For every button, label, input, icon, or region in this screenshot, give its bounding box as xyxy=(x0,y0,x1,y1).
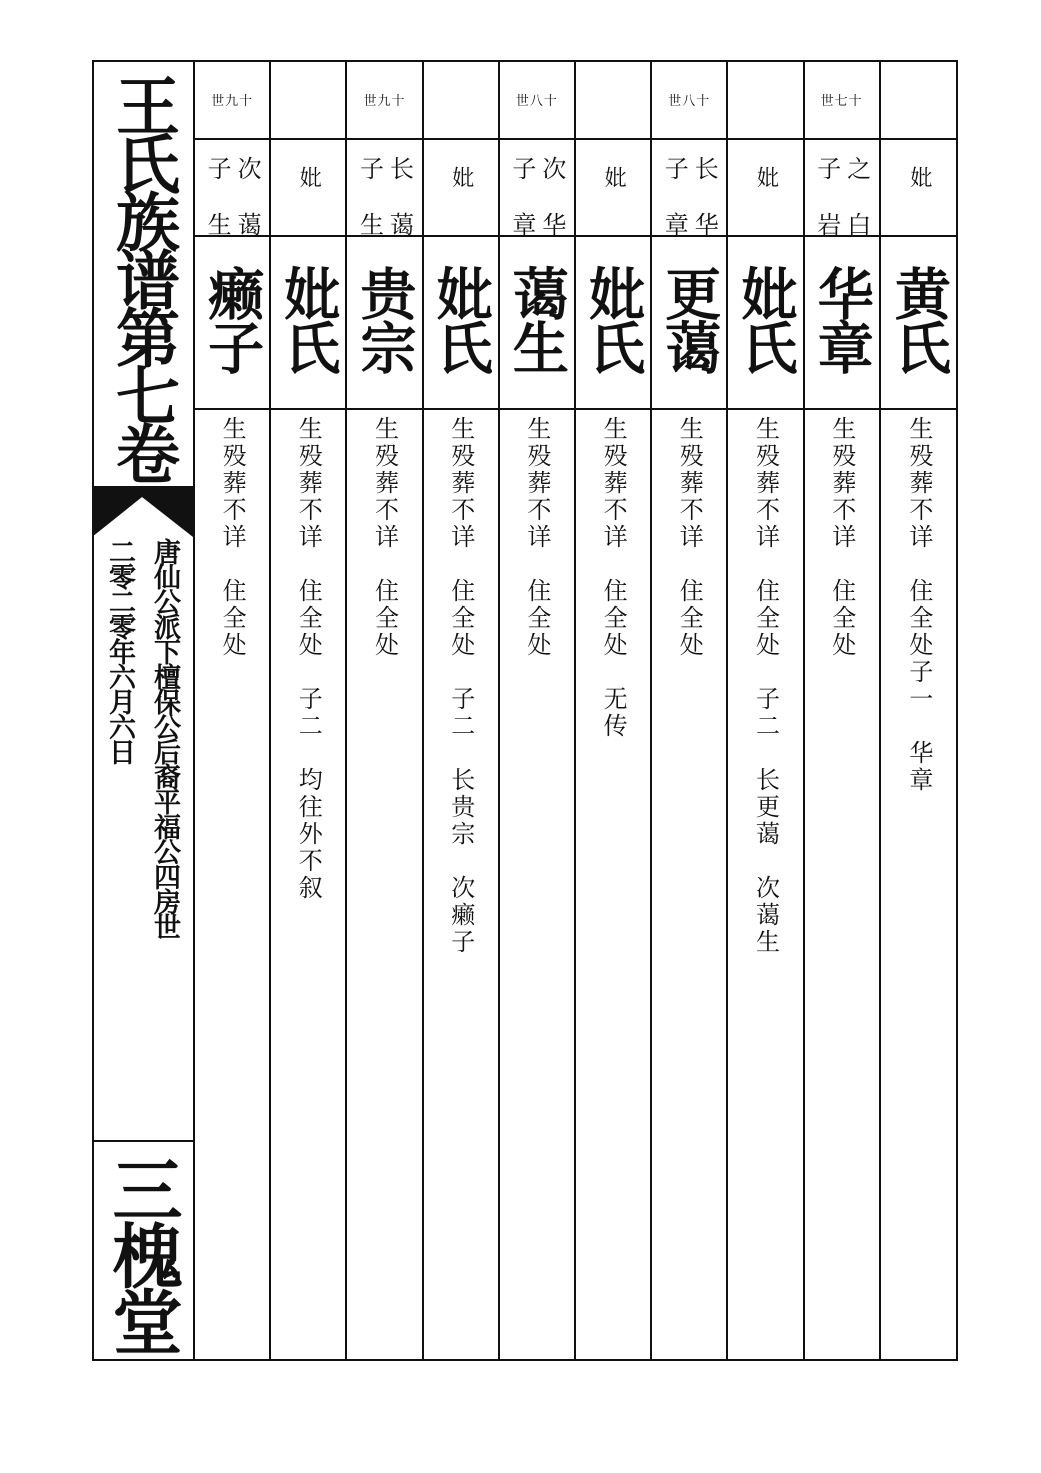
book-title: 王氏族谱第七卷 xyxy=(105,73,180,479)
generation-label xyxy=(576,60,650,140)
generation-label: 世九十 xyxy=(347,60,421,140)
generation-label: 世九十 xyxy=(195,60,269,140)
person-detail-cell xyxy=(728,412,802,1342)
person-name: 黄氏 xyxy=(885,265,952,373)
generation-label xyxy=(424,60,498,140)
person-name: 贵宗 xyxy=(351,265,418,373)
relation-cell xyxy=(347,140,421,237)
person-detail-cell xyxy=(195,412,269,1342)
person-detail: 生殁葬不详 住全处 子二 长更蔼 次蔼生 xyxy=(751,416,780,956)
person-name: 妣氏 xyxy=(580,265,647,373)
person-detail-cell xyxy=(500,412,574,1342)
person-name-cell xyxy=(271,237,345,410)
person-detail-cell xyxy=(424,412,498,1342)
title-panel xyxy=(92,60,195,1361)
genealogy-column xyxy=(881,60,957,1361)
genealogy-column xyxy=(652,60,728,1361)
relation-text: 妣 xyxy=(448,166,474,190)
generation-label xyxy=(881,60,957,140)
date-text: 二零二零年六月六日 xyxy=(104,538,135,763)
generation-label xyxy=(271,60,345,140)
person-detail: 生殁葬不详 住全处 xyxy=(827,416,856,659)
person-detail: 生殁葬不详 住全处 子二 长贵宗 次癞子 xyxy=(446,416,475,956)
generation-label: 世八十 xyxy=(652,60,726,140)
genealogy-column xyxy=(576,60,652,1361)
person-detail-cell xyxy=(271,412,345,1342)
person-name-cell xyxy=(424,237,498,410)
relation-text: 长 蔼 子 生 xyxy=(355,156,414,238)
generation-label: 世八十 xyxy=(500,60,574,140)
genealogy-column xyxy=(271,60,347,1361)
relation-text: 妣 xyxy=(296,166,322,190)
relation-text: 次 蔼 子 生 xyxy=(203,156,262,238)
generation-label xyxy=(728,60,802,140)
person-detail-cell xyxy=(576,412,650,1342)
person-detail-cell xyxy=(652,412,726,1342)
person-detail: 生殁葬不详 住全处 无传 xyxy=(599,416,628,740)
relation-text: 妣 xyxy=(601,166,627,190)
person-name-cell xyxy=(500,237,574,410)
person-detail: 生殁葬不详 住全处 子二 均往外不叙 xyxy=(294,416,323,902)
person-name-cell xyxy=(652,237,726,410)
relation-cell xyxy=(271,140,345,237)
person-detail: 生殁葬不详 住全处子一 华章 xyxy=(904,416,933,794)
person-name-cell xyxy=(195,237,269,410)
genealogy-column xyxy=(500,60,576,1361)
relation-cell xyxy=(576,140,650,237)
relation-text: 妣 xyxy=(753,166,779,190)
person-name-cell xyxy=(805,237,879,410)
relation-cell xyxy=(728,140,802,237)
person-name: 华章 xyxy=(808,265,875,373)
genealogy-column xyxy=(424,60,500,1361)
hall-name: 三槐堂 xyxy=(101,1153,184,1352)
person-name-cell xyxy=(347,237,421,410)
person-name: 妣氏 xyxy=(275,265,342,373)
relation-cell xyxy=(424,140,498,237)
lineage-text: 唐仙公派下檀保公后裔平福公四房世 xyxy=(149,538,180,938)
genealogy-column xyxy=(728,60,804,1361)
person-name-cell xyxy=(728,237,802,410)
person-name: 癞子 xyxy=(199,265,266,373)
person-detail-cell xyxy=(805,412,879,1342)
relation-text: 妣 xyxy=(906,166,932,190)
person-detail: 生殁葬不详 住全处 xyxy=(370,416,399,659)
person-name: 更蔼 xyxy=(656,265,723,373)
relation-text: 之 白 子 岩 xyxy=(812,156,871,238)
person-name: 蔼生 xyxy=(503,265,570,373)
relation-cell xyxy=(805,140,879,237)
genealogy-column xyxy=(347,60,423,1361)
person-detail: 生殁葬不详 住全处 xyxy=(218,416,247,659)
person-name-cell xyxy=(881,237,957,410)
person-name: 妣氏 xyxy=(732,265,799,373)
relation-cell xyxy=(500,140,574,237)
person-detail-cell xyxy=(881,412,957,1342)
relation-text: 长 华 子 章 xyxy=(660,156,719,238)
relation-cell xyxy=(652,140,726,237)
hall-divider xyxy=(92,1140,193,1142)
person-detail: 生殁葬不详 住全处 xyxy=(675,416,704,659)
relation-cell xyxy=(195,140,269,237)
genealogy-column xyxy=(805,60,881,1361)
person-name: 妣氏 xyxy=(427,265,494,373)
genealogy-column xyxy=(195,60,271,1361)
person-detail: 生殁葬不详 住全处 xyxy=(522,416,551,659)
relation-text: 次 华 子 章 xyxy=(507,156,566,238)
relation-cell xyxy=(881,140,957,237)
person-detail-cell xyxy=(347,412,421,1342)
generation-label: 世七十 xyxy=(805,60,879,140)
person-name-cell xyxy=(576,237,650,410)
